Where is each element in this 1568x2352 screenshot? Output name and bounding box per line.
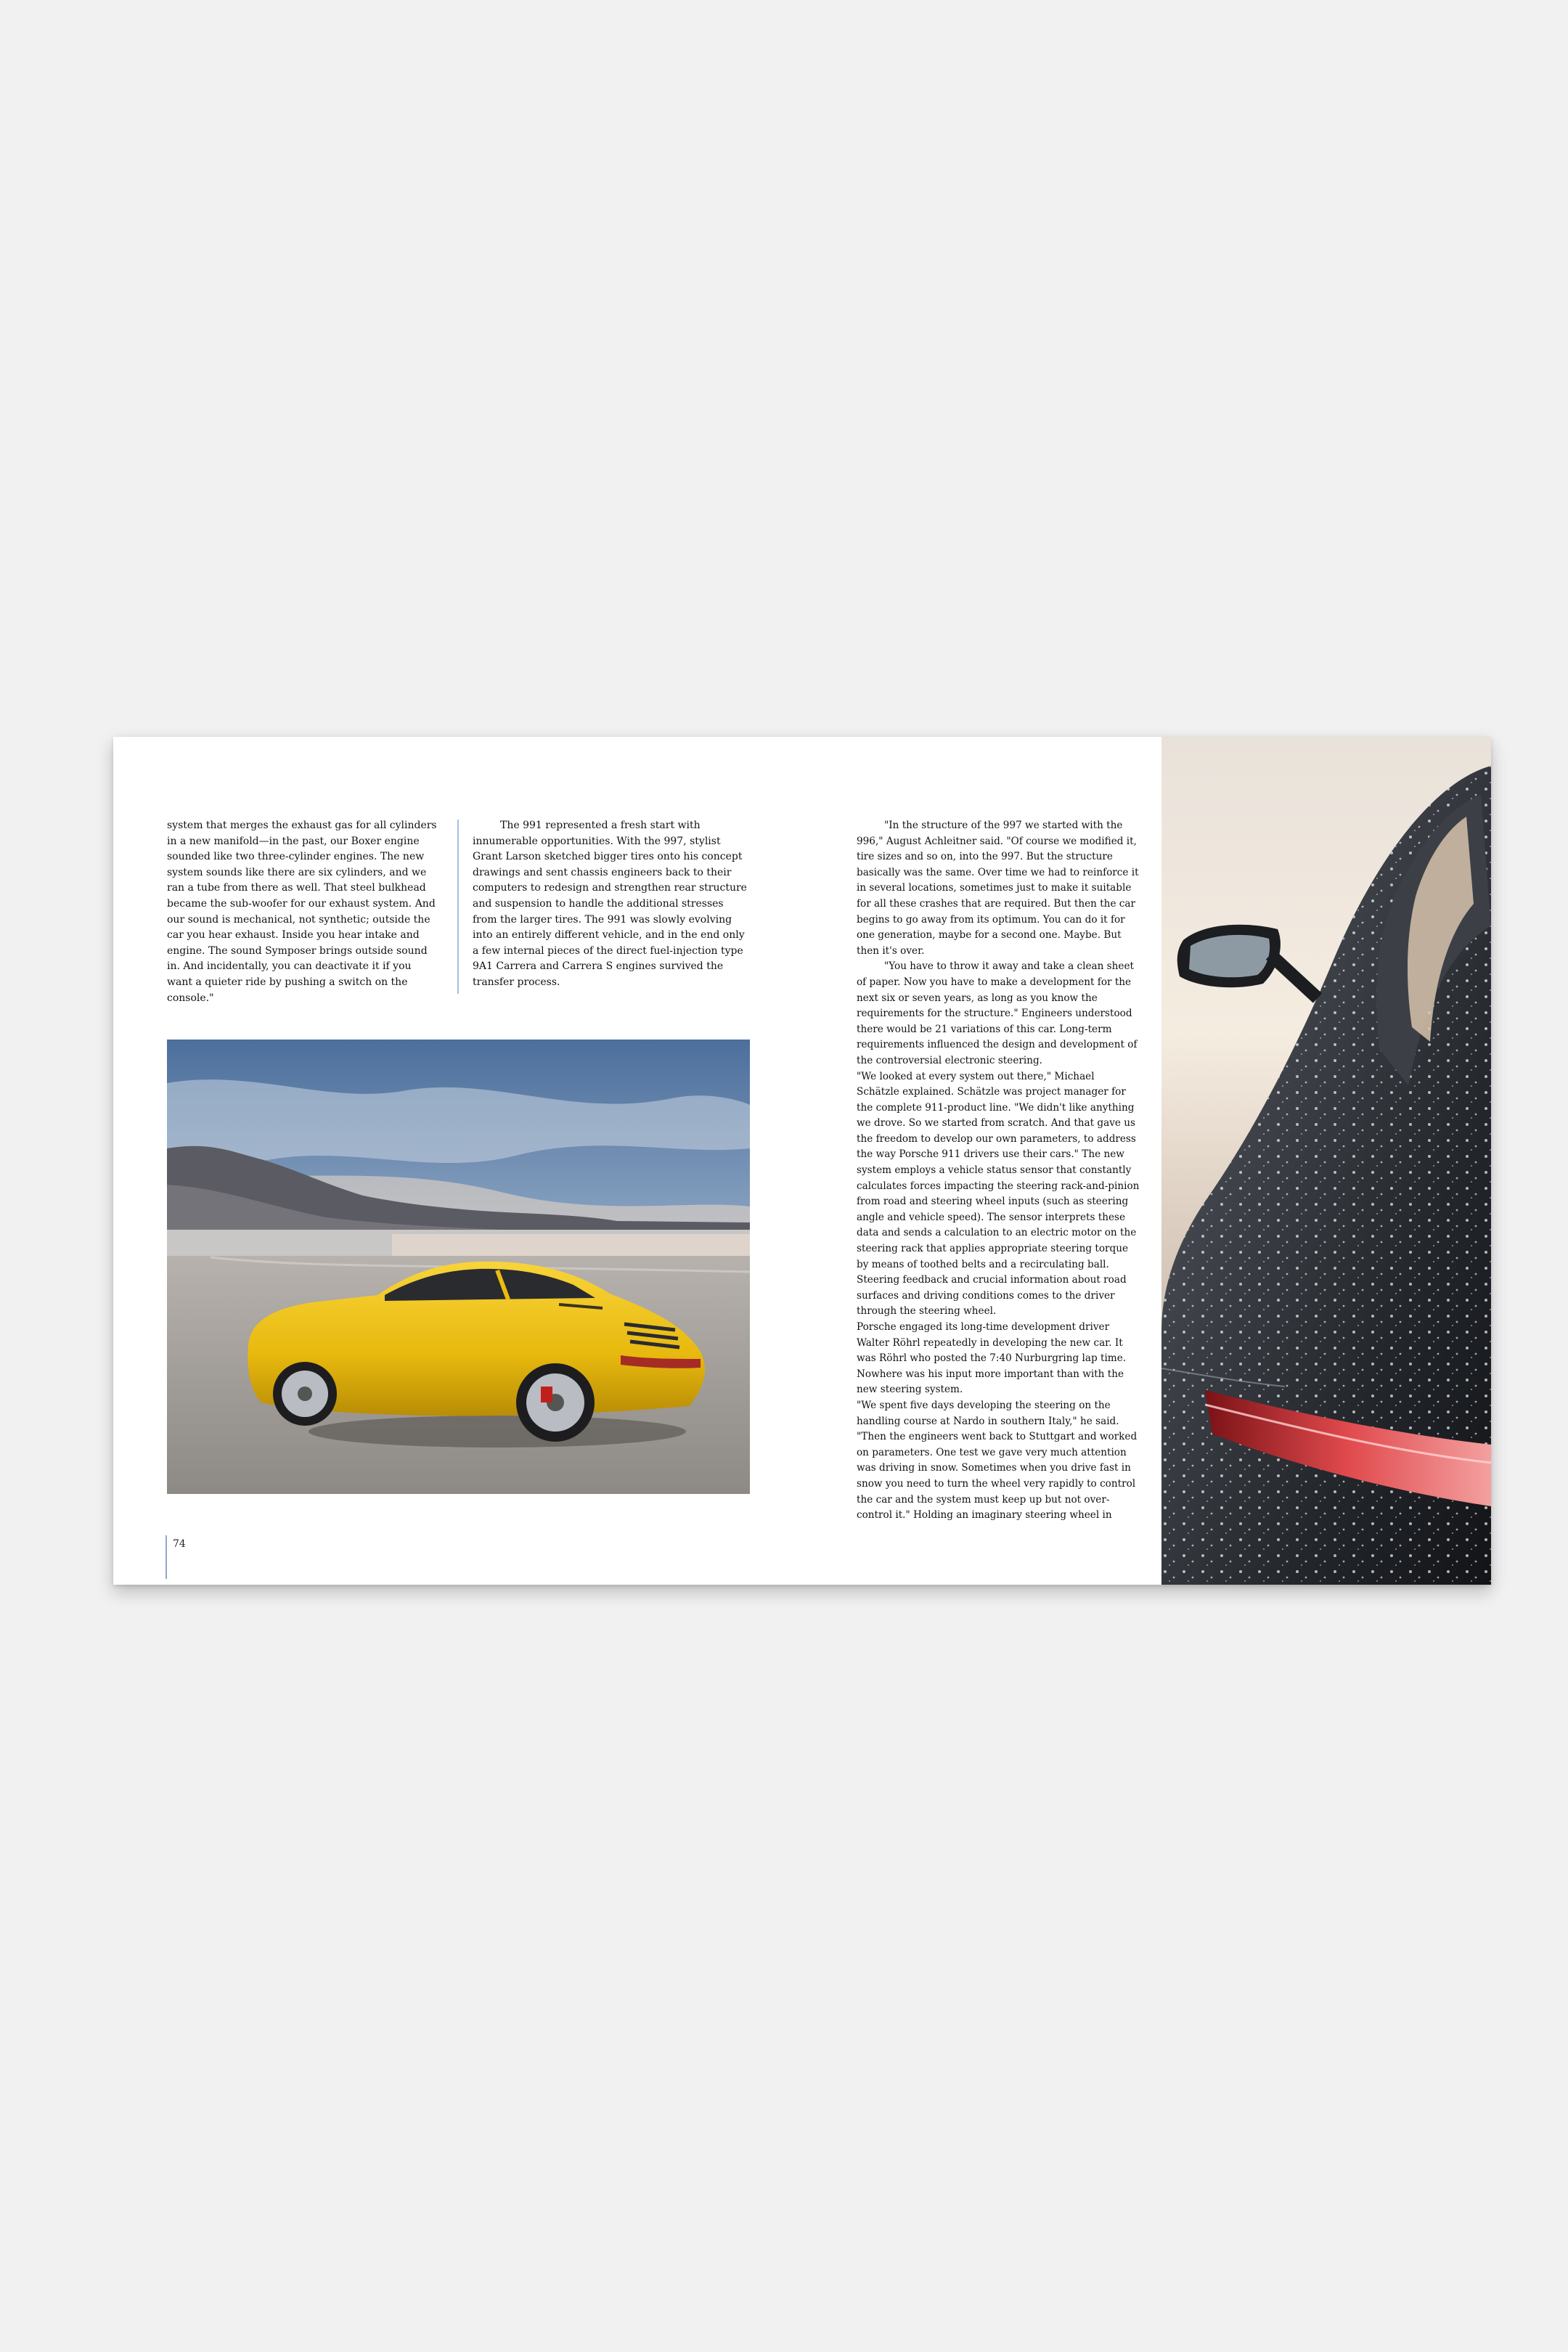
text-column-3 <box>857 818 1140 1524</box>
book-spread <box>113 737 1491 1585</box>
grey-911-rear-closeup-photo <box>1161 737 1491 1585</box>
paragraph: "You have to throw it away and take a clean sheet of paper. Now you have to make a development for the next six or seven years, as long as you know the requirements for the structure." Engineers understood there would be 21 variations of this car. Long-term requirements influenced the design and development of the controversial electronic steering. <box>857 960 1138 1066</box>
paragraph: "In the structure of the 997 we started with the 996," August Achleitner said. "Of course we modified it, tire sizes and so on, into the 997. But the structure basically was the same. Over time we had to reinforce it in several locations, sometimes just to make it suitable for all these crashes that are required. But then the car begins to go away from its optimum. You can do it for one generation, maybe for a second one. Maybe. But then it's over. <box>857 820 1139 957</box>
text-column-2 <box>473 818 748 991</box>
paragraph: system that merges the exhaust gas for all cylinders in a new manifold—in the past, our Boxer engine sounded like two three-cylinder engines. The new system sounds like there are six cylinders, and we ran a tube from there as well. That steel bulkhead became the sub-woofer for our exhaust system. And our sound is mechanical, not synthetic; outside the car you hear exhaust. Inside you hear intake and engine. The sound Symposer brings outside sound in. And incidentally, you can deactivate it if you want a quieter ride by pushing a switch on the console." <box>167 820 437 1004</box>
paragraph: The 991 represented a fresh start with innumerable opportunities. With the 997, stylist Grant Larson sketched bigger tires onto his concept drawings and sent chassis engineers back to their computers to redesign and strengthen rear structure and suspension to handle the additional stresses from the larger tires. The 991 was slowly evolving into an entirely different vehicle, and in the end only a few internal pieces of the direct fuel-injection type 9A1 Carrera and Carrera S engines survived the transfer process. <box>473 820 747 988</box>
paragraph: Porsche engaged its long-time development driver Walter Röhrl repeatedly in developing the new car. It was Röhrl who posted the 7:40 Nurburgring lap time. Nowhere was his input more important than with the new steering system. <box>857 1321 1127 1396</box>
paragraph: "We spent five days developing the steering on the handling course at Nardo in southern Italy," he said. "Then the engineers went back to Stuttgart and worked on parameters. One test we gave very much attention was driving in snow. Sometimes when you drive fast in snow you need to turn the wheel very rapidly to control the car and the system must keep up but not over-control it." Holding an imaginary steering wheel in <box>857 1399 1138 1522</box>
yellow-911-desert-photo <box>167 1040 750 1494</box>
page-number: 74 <box>173 1538 186 1550</box>
paragraph: "We looked at every system out there," Michael Schätzle explained. Schätzle was project manager for the complete 911-product line. "We didn't like anything we drove. So we started from scratch. And that gave us the freedom to develop our own parameters, to address the way Porsche 911 drivers use their cars." The new system employs a vehicle status sensor that constantly calculates forces impacting the steering rack-and-pinion from road and steering wheel inputs (such as steering angle and vehicle speed). The sensor interprets these data and sends a calculation to an electric motor on the steering rack that applies appropriate steering torque by means of toothed belts and a recirculating ball. Steering feedback and crucial information about road surfaces and driving conditions comes to the driver through the steering wheel. <box>857 1070 1140 1318</box>
text-column-1 <box>167 818 437 1006</box>
folio-rule <box>166 1535 167 1579</box>
column-rule <box>457 820 459 994</box>
